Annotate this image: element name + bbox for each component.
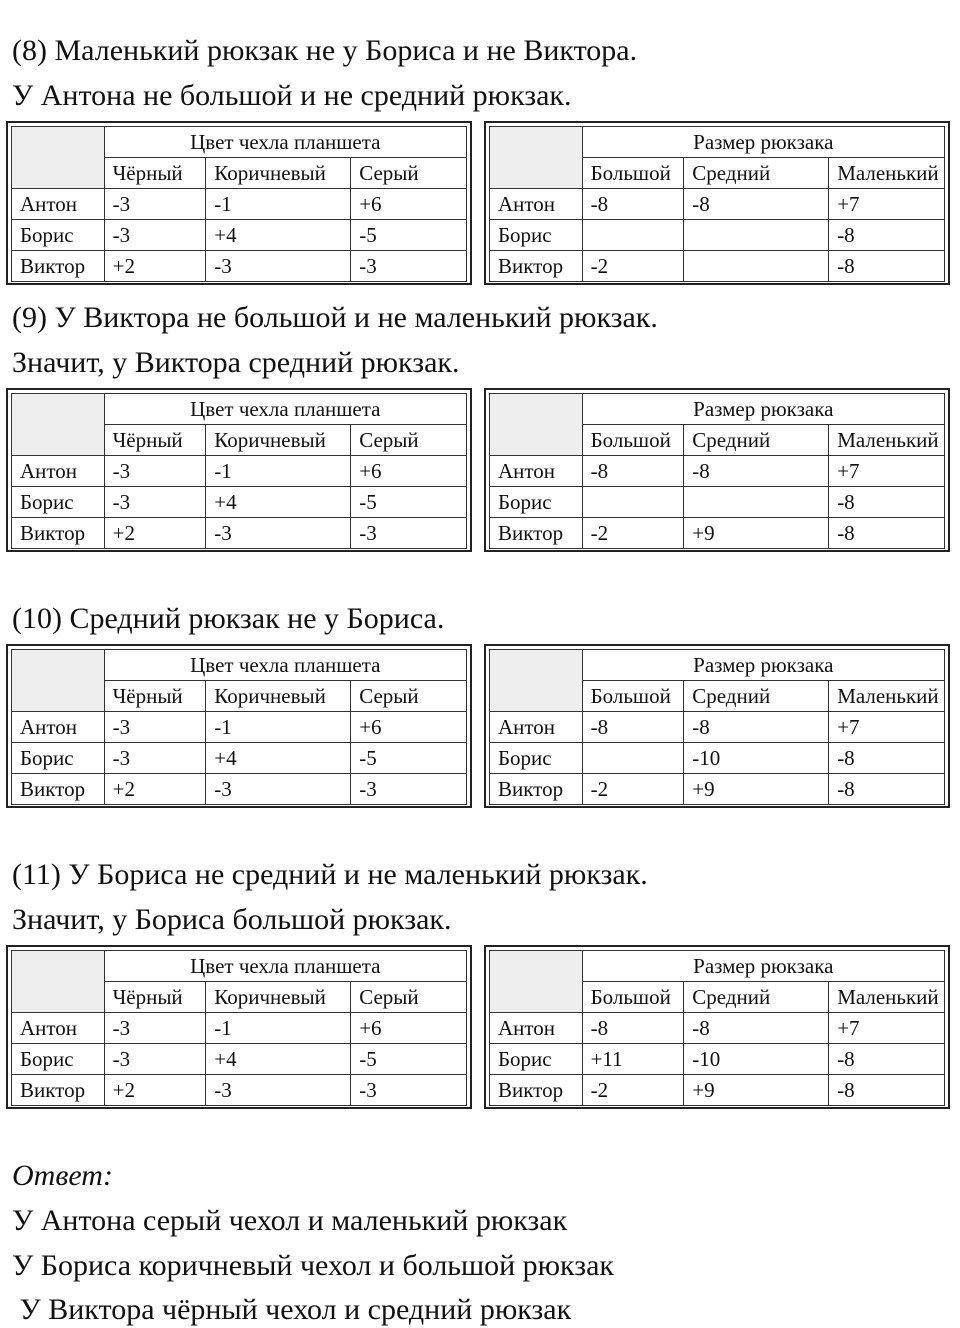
value-cell: +6 [351, 712, 467, 743]
value-cell: +7 [829, 456, 945, 487]
value-cell: -8 [829, 220, 945, 251]
table-row [12, 1044, 467, 1075]
value-cell: +4 [206, 220, 351, 251]
row-name-cell: Виктор [12, 1075, 105, 1106]
table-row [490, 1013, 945, 1044]
value-cell [684, 487, 829, 518]
column-header: Коричневый [206, 681, 351, 712]
row-name-cell: Антон [12, 712, 105, 743]
group-header: Цвет чехла планшета [104, 127, 466, 158]
answer-line-viktor: У Виктора чёрный чехол и средний рюкзак [12, 1293, 572, 1326]
value-cell: -3 [104, 189, 206, 220]
value-cell: -1 [206, 189, 351, 220]
size-table [484, 945, 950, 1109]
column-header: Серый [351, 425, 467, 456]
value-cell: -1 [206, 712, 351, 743]
value-cell: -3 [104, 456, 206, 487]
column-header: Коричневый [206, 158, 351, 189]
value-cell: -8 [582, 456, 684, 487]
column-header: Средний [684, 425, 829, 456]
value-cell: +7 [829, 189, 945, 220]
value-cell: -3 [206, 1075, 351, 1106]
column-header: Маленький [829, 982, 945, 1013]
column-header: Большой [582, 425, 684, 456]
step-9-line-1: (9) У Виктора не большой и не маленький рюкзак. [12, 301, 658, 334]
table-row [12, 220, 467, 251]
value-cell [582, 743, 684, 774]
value-cell: -3 [351, 251, 467, 282]
row-name-cell: Виктор [490, 774, 583, 805]
corner-cell [12, 127, 105, 189]
value-cell: +9 [684, 1075, 829, 1106]
value-cell: -5 [351, 487, 467, 518]
column-header: Коричневый [206, 982, 351, 1013]
value-cell: -2 [582, 1075, 684, 1106]
value-cell: -3 [104, 743, 206, 774]
table-row [490, 743, 945, 774]
table-row [12, 712, 467, 743]
row-name-cell: Борис [490, 487, 583, 518]
table-row [12, 487, 467, 518]
group-header: Размер рюкзака [582, 127, 944, 158]
value-cell: -8 [582, 189, 684, 220]
value-cell: -2 [582, 774, 684, 805]
value-cell: -10 [684, 1044, 829, 1075]
step-11-line-2: Значит, у Бориса большой рюкзак. [12, 903, 452, 936]
row-name-cell: Виктор [490, 1075, 583, 1106]
group-header: Цвет чехла планшета [104, 394, 466, 425]
color-table [6, 644, 472, 808]
value-cell: +7 [829, 1013, 945, 1044]
value-cell: +9 [684, 774, 829, 805]
table-row [12, 251, 467, 282]
group-header: Размер рюкзака [582, 650, 944, 681]
value-cell: +6 [351, 189, 467, 220]
column-header: Средний [684, 158, 829, 189]
row-name-cell: Борис [12, 220, 105, 251]
row-name-cell: Борис [12, 743, 105, 774]
value-cell: -3 [104, 1013, 206, 1044]
column-header: Большой [582, 158, 684, 189]
row-name-cell: Виктор [12, 251, 105, 282]
step-9-line-2: Значит, у Виктора средний рюкзак. [12, 346, 460, 379]
column-header: Маленький [829, 158, 945, 189]
value-cell: +4 [206, 1044, 351, 1075]
value-cell: +11 [582, 1044, 684, 1075]
corner-cell [490, 127, 583, 189]
table-row [12, 456, 467, 487]
row-name-cell: Антон [12, 456, 105, 487]
column-header: Большой [582, 982, 684, 1013]
value-cell: -8 [582, 712, 684, 743]
value-cell: -3 [206, 774, 351, 805]
corner-cell [12, 394, 105, 456]
data-table [489, 393, 945, 549]
value-cell [582, 487, 684, 518]
column-header: Маленький [829, 425, 945, 456]
table-row [12, 1075, 467, 1106]
group-header: Цвет чехла планшета [104, 951, 466, 982]
column-header: Маленький [829, 681, 945, 712]
table-row [12, 743, 467, 774]
column-header: Средний [684, 681, 829, 712]
value-cell: -3 [206, 518, 351, 549]
table-row [12, 774, 467, 805]
row-name-cell: Виктор [490, 518, 583, 549]
row-name-cell: Виктор [12, 774, 105, 805]
value-cell: -8 [684, 1013, 829, 1044]
value-cell: -1 [206, 456, 351, 487]
value-cell: -3 [206, 251, 351, 282]
column-header: Большой [582, 681, 684, 712]
value-cell: -8 [829, 518, 945, 549]
value-cell: -8 [829, 251, 945, 282]
value-cell: +7 [829, 712, 945, 743]
value-cell: -3 [351, 1075, 467, 1106]
row-name-cell: Антон [490, 189, 583, 220]
value-cell: -8 [684, 456, 829, 487]
column-header: Чёрный [104, 982, 206, 1013]
table-row [490, 251, 945, 282]
value-cell: -3 [104, 1044, 206, 1075]
row-name-cell: Виктор [12, 518, 105, 549]
color-table [6, 388, 472, 552]
value-cell: -8 [829, 1044, 945, 1075]
table-row [490, 518, 945, 549]
value-cell: -8 [829, 1075, 945, 1106]
value-cell: +4 [206, 743, 351, 774]
value-cell [684, 220, 829, 251]
step-10-line-1: (10) Средний рюкзак не у Бориса. [12, 602, 445, 635]
step-8-line-2: У Антона не большой и не средний рюкзак. [12, 79, 572, 112]
row-name-cell: Борис [490, 743, 583, 774]
table-row [12, 189, 467, 220]
step-8-line-1: (8) Маленький рюкзак не у Бориса и не Виктора. [12, 34, 638, 67]
column-header: Средний [684, 982, 829, 1013]
data-table [11, 649, 467, 805]
corner-cell [490, 951, 583, 1013]
row-name-cell: Борис [490, 220, 583, 251]
table-row [490, 220, 945, 251]
value-cell: -5 [351, 220, 467, 251]
color-table [6, 121, 472, 285]
value-cell: -3 [351, 774, 467, 805]
value-cell: -2 [582, 251, 684, 282]
table-row [490, 774, 945, 805]
value-cell: -1 [206, 1013, 351, 1044]
table-row [490, 1075, 945, 1106]
data-table [11, 126, 467, 282]
value-cell: +2 [104, 518, 206, 549]
column-header: Серый [351, 158, 467, 189]
value-cell: -3 [351, 518, 467, 549]
value-cell: +4 [206, 487, 351, 518]
column-header: Серый [351, 982, 467, 1013]
column-header: Чёрный [104, 425, 206, 456]
column-header: Чёрный [104, 681, 206, 712]
value-cell: +2 [104, 774, 206, 805]
row-name-cell: Антон [490, 456, 583, 487]
data-table [489, 126, 945, 282]
value-cell: -8 [829, 743, 945, 774]
size-table [484, 388, 950, 552]
column-header: Чёрный [104, 158, 206, 189]
corner-cell [490, 650, 583, 712]
answer-line-boris: У Бориса коричневый чехол и большой рюкзак [12, 1249, 614, 1282]
column-header: Коричневый [206, 425, 351, 456]
size-table [484, 644, 950, 808]
column-header: Серый [351, 681, 467, 712]
row-name-cell: Антон [12, 189, 105, 220]
value-cell: -8 [829, 774, 945, 805]
data-table [489, 950, 945, 1106]
value-cell: +9 [684, 518, 829, 549]
group-header: Цвет чехла планшета [104, 650, 466, 681]
row-name-cell: Борис [12, 1044, 105, 1075]
value-cell: -8 [684, 189, 829, 220]
size-table [484, 121, 950, 285]
value-cell: -8 [582, 1013, 684, 1044]
value-cell: -10 [684, 743, 829, 774]
data-table [489, 649, 945, 805]
value-cell [684, 251, 829, 282]
data-table [11, 950, 467, 1106]
row-name-cell: Антон [490, 712, 583, 743]
value-cell: +6 [351, 456, 467, 487]
group-header: Размер рюкзака [582, 951, 944, 982]
row-name-cell: Борис [490, 1044, 583, 1075]
value-cell: -3 [104, 487, 206, 518]
value-cell: -2 [582, 518, 684, 549]
group-header: Размер рюкзака [582, 394, 944, 425]
value-cell: -3 [104, 220, 206, 251]
table-row [490, 456, 945, 487]
step-11-line-1: (11) У Бориса не средний и не маленький рюкзак. [12, 858, 648, 891]
row-name-cell: Борис [12, 487, 105, 518]
value-cell: -5 [351, 743, 467, 774]
value-cell: -3 [104, 712, 206, 743]
value-cell: +2 [104, 1075, 206, 1106]
row-name-cell: Виктор [490, 251, 583, 282]
table-row [12, 518, 467, 549]
corner-cell [12, 650, 105, 712]
corner-cell [490, 394, 583, 456]
row-name-cell: Антон [12, 1013, 105, 1044]
value-cell: +6 [351, 1013, 467, 1044]
value-cell: -8 [829, 487, 945, 518]
value-cell: +2 [104, 251, 206, 282]
answer-line-anton: У Антона серый чехол и маленький рюкзак [12, 1204, 568, 1237]
table-row [12, 1013, 467, 1044]
answer-label: Ответ: [12, 1159, 113, 1192]
value-cell [582, 220, 684, 251]
table-row [490, 189, 945, 220]
data-table [11, 393, 467, 549]
corner-cell [12, 951, 105, 1013]
table-row [490, 1044, 945, 1075]
color-table [6, 945, 472, 1109]
value-cell: -8 [684, 712, 829, 743]
table-row [490, 712, 945, 743]
value-cell: -5 [351, 1044, 467, 1075]
row-name-cell: Антон [490, 1013, 583, 1044]
table-row [490, 487, 945, 518]
